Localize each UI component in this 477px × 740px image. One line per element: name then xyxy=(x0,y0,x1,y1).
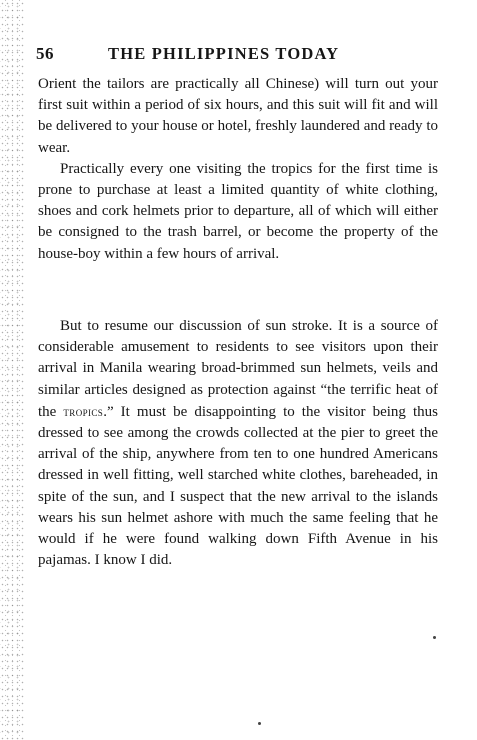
scan-speck xyxy=(433,636,436,639)
text-block-top xyxy=(38,74,438,265)
paragraph-white-clothing: Practically every one visiting the tropics for the first time is prone to purchase at least a limited quantity of white clothing, shoes and cork helmets prior to departure, all of which will either be consigned to the trash barrel, or become the property of the house-boy within a few hours of arrival. xyxy=(38,160,438,262)
smallcaps-word: tropics xyxy=(63,403,104,419)
scan-gutter-noise xyxy=(0,0,24,740)
text-block-bottom xyxy=(38,316,438,571)
paragraph-sun-stroke-part-2: .” It must be disappointing to the visitor being thus dressed to see among the crowds collected at the pier to greet the arrival of the ship, anywhere from ten to one hundred Americans dressed in well fitting, well starched white clothes, bareheaded, in spite of the sun, and I suspect that the new arrival to the islands wears his sun helmet ashore with much the same feeling that he would if he were found walking down Fifth Avenue in his pajamas. I know I did. xyxy=(38,403,438,569)
running-title: THE PHILIPPINES TODAY xyxy=(108,44,340,63)
paragraph-sun-stroke xyxy=(38,316,438,571)
paragraph-continuation: Orient the tailors are practically all Chinese) will turn out your first suit within a period of six hours, and this suit will fit and will be delivered to your house or hotel, freshly laundered and ready to wear. xyxy=(38,76,438,156)
scan-speck xyxy=(258,722,261,725)
paragraph-sun-stroke-part-1: But to resume our discussion of sun stroke. It is a source of considerable amusement to residents to see visitors upon their arrival in Manila wearing broad-brimmed sun helmets, veils and similar articles designed as protection against “the terrific heat of the xyxy=(38,318,438,420)
page-number: 56 xyxy=(36,44,54,63)
running-head xyxy=(36,44,446,68)
